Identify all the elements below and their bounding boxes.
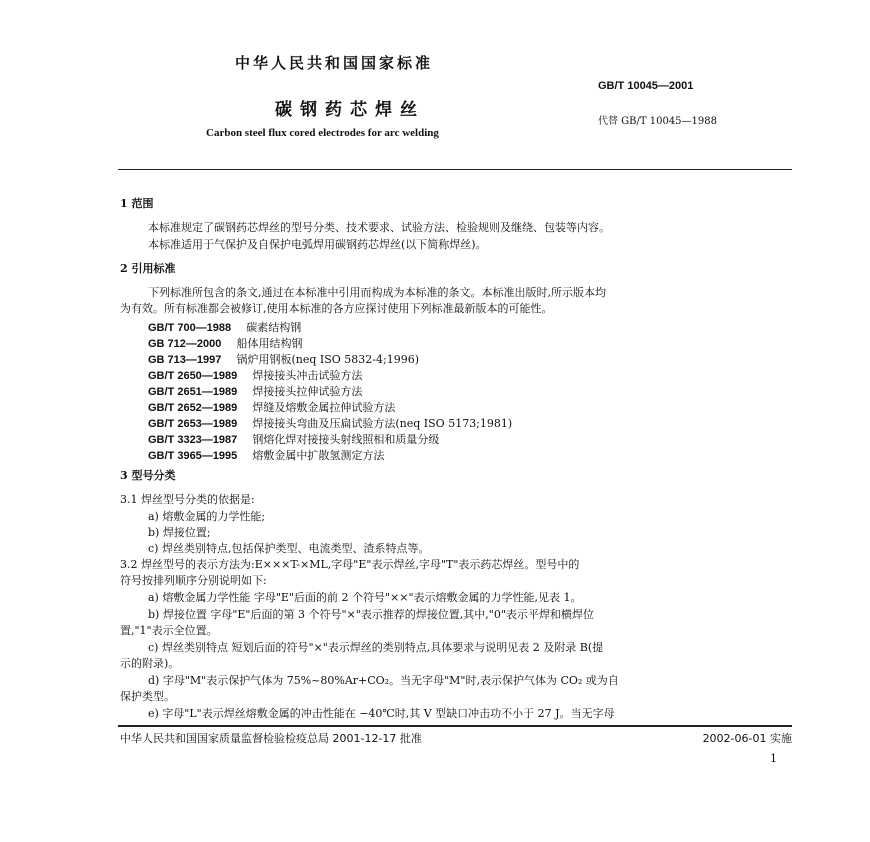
replaces-standard: 代替 GB/T 10045—1988 [598, 116, 717, 127]
reference-title: 钢熔化焊对接接头射线照相和质量分级 [252, 433, 440, 446]
reference-code: GB/T 2653—1989 [148, 418, 238, 430]
standard-body: 中华人民共和国国家标准 [235, 54, 434, 72]
clause-item: b) 焊接位置 字母"E"后面的第 3 个符号"×"表示推荐的焊接位置,其中,"0"表示平焊和横焊位 [148, 608, 594, 621]
reference-title: 焊接接头弯曲及压扁试验方法(neq ISO 5173;1981) [252, 417, 513, 430]
reference-title: 锅炉用钢板(neq ISO 5832-4;1996) [236, 353, 420, 366]
section-3-heading: 3 型号分类 [120, 469, 176, 482]
clause-item: d) 字母"M"表示保护气体为 75%~80%Ar+CO₂。当无字母"M"时,表示保护气体为 CO₂ 或为自 [148, 674, 619, 687]
clause-item: c) 焊丝类别特点,包括保护类型、电流类型、渣系特点等。 [148, 542, 430, 555]
section-2-paragraph: 下列标准所包含的条文,通过在本标准中引用而构成为本标准的条文。本标准出版时,所示版本均 [148, 286, 606, 299]
title-english: Carbon steel flux cored electrodes for arc welding [206, 127, 439, 139]
clause-item: e) 字母"L"表示焊丝熔敷金属的冲击性能在 −40℃时,其 V 型缺口冲击功不小于 27 J。当无字母 [148, 707, 615, 720]
header-divider [118, 169, 792, 170]
clause-item-continued: 示的附录)。 [120, 657, 180, 670]
reference-title: 熔敷金属中扩散氢测定方法 [252, 449, 385, 462]
reference-title: 焊缝及熔敷金属拉伸试验方法 [252, 401, 396, 414]
reference-code: GB/T 3965—1995 [148, 450, 238, 462]
reference-title: 焊接接头拉伸试验方法 [252, 385, 363, 398]
title-chinese: 碳钢药芯焊丝 [275, 100, 425, 120]
reference-code: GB 713—1997 [148, 354, 222, 366]
effective-date: 2002-06-01 实施 [702, 732, 792, 745]
section-1-heading: 1 范围 [120, 197, 154, 210]
standard-number: GB/T 10045—2001 [598, 80, 694, 92]
clause-3-2: 3.2 焊丝型号的表示方法为:E×××T-×ML,字母"E"表示焊丝,字母"T"表示药芯焊丝。型号中的 [120, 558, 580, 571]
reference-code: GB 712—2000 [148, 338, 222, 350]
clause-item: b) 焊接位置; [148, 526, 211, 539]
reference-code: GB/T 700—1988 [148, 322, 232, 334]
clause-3-2-continued: 符号按排列顺序分别说明如下: [120, 574, 267, 587]
approval-line: 中华人民共和国国家质量监督检验检疫总局 2001-12-17 批准 [120, 732, 422, 745]
clause-item: a) 熔敷金属力学性能 字母"E"后面的前 2 个符号"××"表示熔敷金属的力学性能,见表 1。 [148, 591, 582, 604]
reference-title: 焊接接头冲击试验方法 [252, 369, 363, 382]
clause-item: c) 焊丝类别特点 短划后面的符号"×"表示焊丝的类别特点,具体要求与说明见表 2 及附录 B(提 [148, 641, 604, 654]
reference-code: GB/T 3323—1987 [148, 434, 238, 446]
clause-3-1: 3.1 焊丝型号分类的依据是: [120, 493, 255, 506]
reference-code: GB/T 2650—1989 [148, 370, 238, 382]
footer-divider [118, 725, 792, 727]
reference-title: 碳素结构钢 [246, 321, 302, 334]
section-2-paragraph: 为有效。所有标准都会被修订,使用本标准的各方应探讨使用下列标准最新版本的可能性。 [120, 302, 553, 315]
page-number: 1 [770, 752, 777, 765]
reference-title: 船体用结构钢 [236, 337, 303, 350]
clause-item-continued: 置,"1"表示全位置。 [120, 624, 218, 637]
reference-code: GB/T 2652—1989 [148, 402, 238, 414]
clause-item: a) 熔敷金属的力学性能; [148, 510, 266, 523]
section-1-paragraph: 本标准规定了碳钢药芯焊丝的型号分类、技术要求、试验方法、检验规则及继绕、包装等内容。 [148, 221, 610, 234]
reference-code: GB/T 2651—1989 [148, 386, 238, 398]
section-1-paragraph: 本标准适用于气保护及自保护电弧焊用碳钢药芯焊丝(以下简称焊丝)。 [148, 238, 487, 251]
clause-item-continued: 保护类型。 [120, 690, 175, 703]
section-2-heading: 2 引用标准 [120, 262, 176, 275]
reference-item [148, 444, 384, 463]
